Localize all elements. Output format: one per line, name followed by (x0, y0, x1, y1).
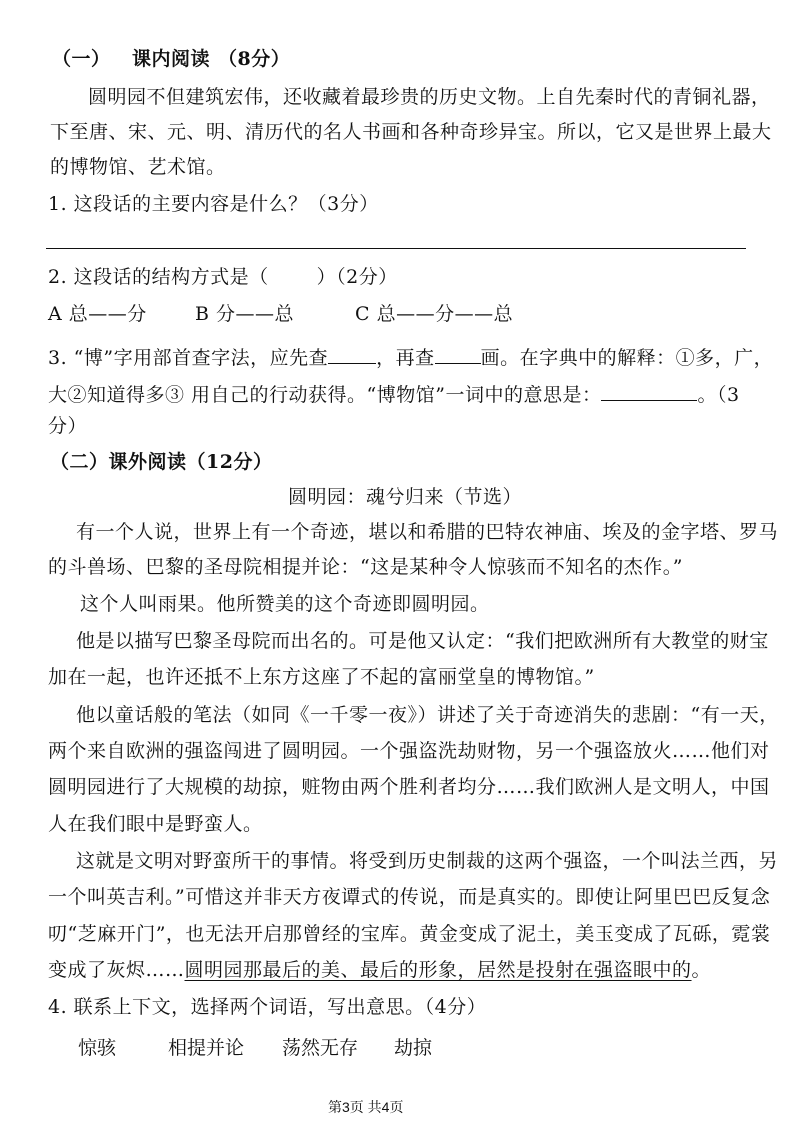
question-3-text-a: 3. “博”字用部首查字法，应先查 (48, 347, 329, 369)
q2-option-b[interactable]: B 分——总 (195, 303, 295, 325)
word-option[interactable]: 荡然无存 (282, 1037, 359, 1059)
passage-line: 有一个人说，世界上有一个奇迹，堪以和希腊的巴特农神庙、埃及的金字塔、罗马 (76, 521, 779, 543)
section1-para-line: 下至唐、宋、元、明、清历代的名人书画和各种奇珍异宝。所以，它又是世界上最大 (50, 121, 772, 143)
q2-option-c[interactable]: C 总——分——总 (355, 303, 514, 325)
question-3-text-b: ，再查 (376, 347, 435, 369)
section1-header-score: （8分） (218, 48, 291, 70)
passage-line: 这个人叫雨果。他所赞美的这个奇迹即圆明园。 (80, 593, 490, 615)
passage-line: 两个来自欧洲的强盗闯进了圆明园。一个强盗洗劫财物，另一个强盗放火……他们对 (48, 740, 770, 762)
passage-line-text: 变成了灰烬…… (48, 959, 185, 981)
question-1: 1. 这段话的主要内容是什么？（3分） (48, 193, 379, 215)
page-number: 第3页 共4页 (328, 1099, 404, 1115)
answer-blank-meaning[interactable] (601, 382, 697, 401)
word-option[interactable]: 相提并论 (168, 1037, 245, 1059)
answer-blank-radical[interactable] (328, 345, 376, 364)
section1-header-number: （一） (52, 48, 111, 70)
passage-line-last (48, 961, 711, 980)
answer-blank-strokes[interactable] (435, 345, 481, 364)
passage-line-end: 。 (691, 959, 712, 981)
passage-line: 叨“芝麻开门”，也无法开启那曾经的宝库。黄金变成了泥土，美玉变成了瓦砾，霓裳 (48, 923, 771, 945)
question-2-score: ）（2分） (316, 266, 398, 288)
question-3-text-c: 画。在字典中的解释：①多，广， (480, 347, 774, 369)
q2-option-a[interactable]: A 总——分 (48, 303, 147, 325)
passage-line: 他以童话般的笔法（如同《一千零一夜》）讲述了关于奇迹消失的悲剧：“有一天， (76, 704, 779, 726)
underlined-sentence: 圆明园那最后的美、最后的形象，居然是投射在强盗眼中的 (184, 959, 692, 981)
passage-line: 人在我们眼中是野蛮人。 (48, 813, 263, 835)
section1-para-line: 圆明园不但建筑宏伟，还收藏着最珍贵的历史文物。上自先秦时代的青铜礼器， (88, 86, 771, 108)
question-2 (48, 268, 398, 287)
answer-line-q1[interactable] (46, 248, 746, 249)
passage-line: 的斗兽场、巴黎的圣母院相提并论：“这是某种令人惊骇而不知名的杰作。” (48, 556, 683, 578)
passage-line: 一个叫英吉利。”可惜这并非天方夜谭式的传说，而是真实的。即使让阿里巴巴反复念 (48, 886, 771, 908)
passage-line: 他是以描写巴黎圣母院而出名的。可是他又认定：“我们把欧洲所有大教堂的财宝 (76, 630, 769, 652)
question-3-line3: 分） (48, 415, 88, 437)
passage-line: 加在一起，也许还抵不上东方这座了不起的富丽堂皇的博物馆。” (48, 666, 595, 688)
passage-line: 这就是文明对野蛮所干的事情。将受到历史制裁的这两个强盗，一个叫法兰西，另 (76, 850, 779, 872)
section1-para-line: 的博物馆、艺术馆。 (50, 156, 226, 178)
question-4: 4. 联系上下文，选择两个词语，写出意思。（4分） (48, 996, 487, 1018)
section1-header-title: 课内阅读 (132, 48, 211, 70)
question-3-line1 (48, 345, 773, 368)
question-2-text: 2. 这段话的结构方式是（ (48, 266, 269, 288)
question-3-line2 (48, 382, 740, 405)
word-option[interactable]: 惊骇 (78, 1037, 117, 1059)
word-option[interactable]: 劫掠 (394, 1037, 433, 1059)
section2-header: （二）课外阅读（12分） (50, 451, 273, 473)
question-3-text-d: 大②知道得多③ 用自己的行动获得。“博物馆”一词中的意思是： (48, 384, 602, 406)
passage-line: 圆明园进行了大规模的劫掠，赃物由两个胜利者均分……我们欧洲人是文明人，中国 (48, 776, 770, 798)
passage-title: 圆明园：魂兮归来（节选） (288, 486, 523, 508)
question-3-text-e: 。（3 (697, 384, 740, 406)
